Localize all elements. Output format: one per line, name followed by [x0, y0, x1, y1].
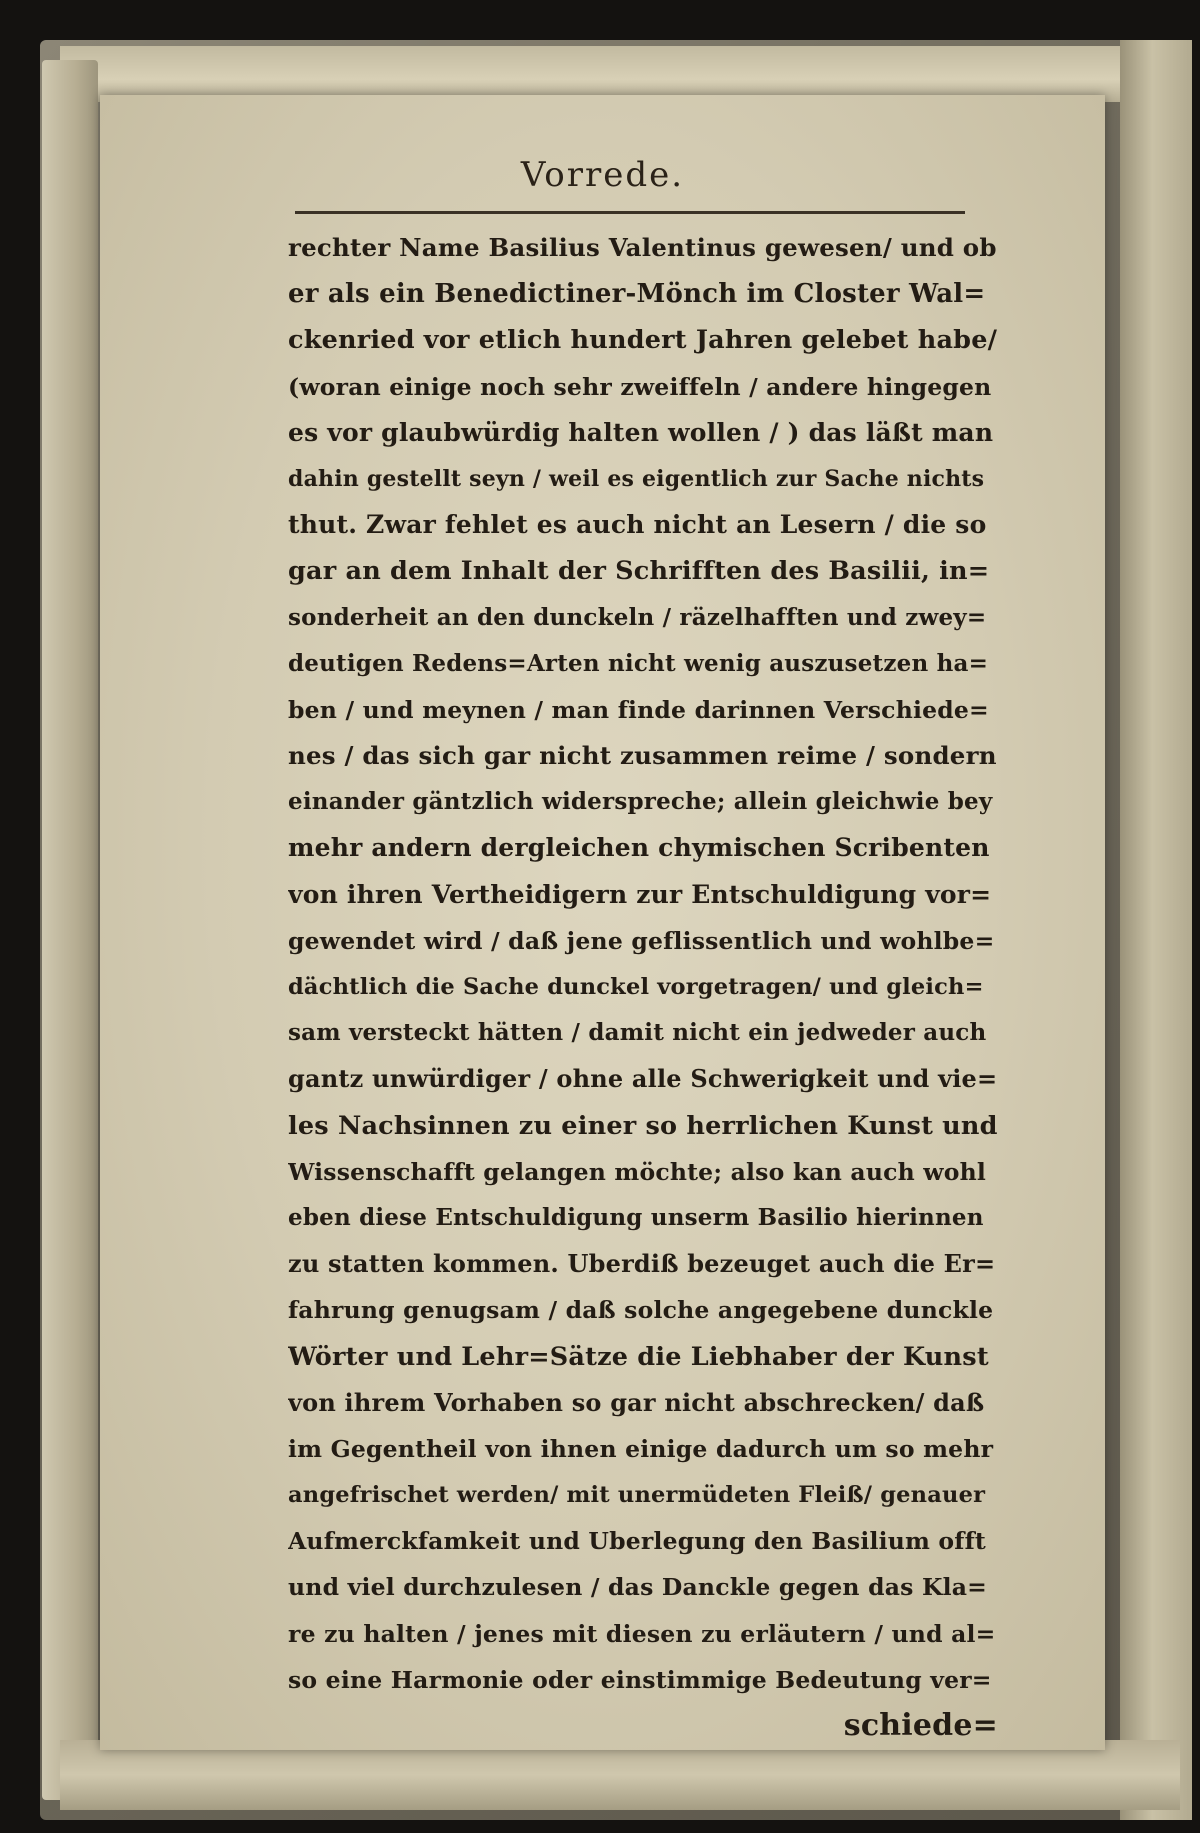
text-line: ckenried vor etlich hundert Jahren gelebet habe/ [288, 325, 998, 356]
text-line: sonderheit an den dunckeln / räzelhafften und zwey= [288, 603, 987, 631]
text-line: Wissenschafft gelangen möchte; also kan auch wohl [288, 1157, 987, 1186]
text-line: schiede= [843, 1708, 998, 1743]
vellum-edge-top [60, 46, 1180, 102]
text-line: dächtlich die Sache dunckel vorgetragen/ und gleich= [288, 974, 984, 1000]
text-line: ben / und meynen / man finde darinnen Verschiede= [288, 695, 989, 724]
text-line: fahrung genugsam / daß solche angegebene dunckle [288, 1296, 994, 1325]
text-line: thut. Zwar fehlet es auch nicht an Lesern / die so [288, 510, 987, 540]
vellum-edge-bottom [60, 1740, 1180, 1810]
text-line: und viel durchzulesen / das Danckle gegen das Kla= [288, 1573, 988, 1602]
vellum-edge-right [1120, 40, 1192, 1820]
text-line: rechter Name Basilius Valentinus gewesen/ und ob [288, 233, 997, 262]
text-line: les Nachsinnen zu einer so herrlichen Kunst und [288, 1110, 998, 1141]
text-line: gar an dem Inhalt der Schrifften des Basilii, in= [288, 556, 990, 587]
vellum-edge-left [42, 60, 98, 1800]
header-rule [295, 211, 965, 214]
body-text [288, 225, 998, 1749]
text-line: dahin gestellt seyn / weil es eigentlich zur Sache nichts [288, 465, 985, 492]
text-line: gewendet wird / daß jene geflissentlich und wohlbe= [288, 926, 995, 955]
text-line: Aufmerckfamkeit und Uberlegung den Basilium offt [288, 1527, 986, 1556]
text-line: von ihren Vertheidigern zur Entschuldigung vor= [288, 879, 992, 909]
running-head: Vorrede. [520, 155, 685, 195]
text-line: re zu halten / jenes mit diesen zu erläutern / und al= [288, 1619, 996, 1648]
text-line: gantz unwürdiger / ohne alle Schwerigkeit und vie= [288, 1064, 998, 1094]
text-line: angefrischet werden/ mit unermüdeten Fleiß/ genauer [288, 1482, 986, 1509]
book-page [100, 95, 1105, 1750]
text-line: im Gegentheil von ihnen einige dadurch um so mehr [288, 1434, 994, 1463]
text-line: Wörter und Lehr=Sätze die Liebhaber der Kunst [288, 1341, 989, 1372]
text-line: sam versteckt hätten / damit nicht ein jedweder auch [288, 1019, 987, 1047]
text-line: mehr andern dergleichen chymischen Scribenten [288, 833, 990, 863]
text-line: von ihrem Vorhaben so gar nicht abschrecken/ daß [288, 1387, 985, 1417]
text-line: es vor glaubwürdig halten wollen / ) das läßt man [288, 417, 994, 447]
text-line: so eine Harmonie oder einstimmige Bedeutung ver= [288, 1665, 992, 1694]
text-line: deutigen Redens=Arten nicht wenig auszusetzen ha= [288, 649, 989, 677]
text-line: nes / das sich gar nicht zusammen reime / sondern [288, 741, 997, 771]
text-line: er als ein Benedictiner-Mönch im Closter Wal= [288, 279, 986, 310]
text-line: (woran einige noch sehr zweiffeln / andere hingegen [288, 372, 992, 401]
text-line: einander gäntzlich widerspreche; allein gleichwie bey [288, 788, 993, 816]
text-line: eben diese Entschuldigung unserm Basilio hierinnen [288, 1203, 984, 1231]
text-line: zu statten kommen. Uberdiß bezeuget auch die Er= [288, 1249, 996, 1279]
